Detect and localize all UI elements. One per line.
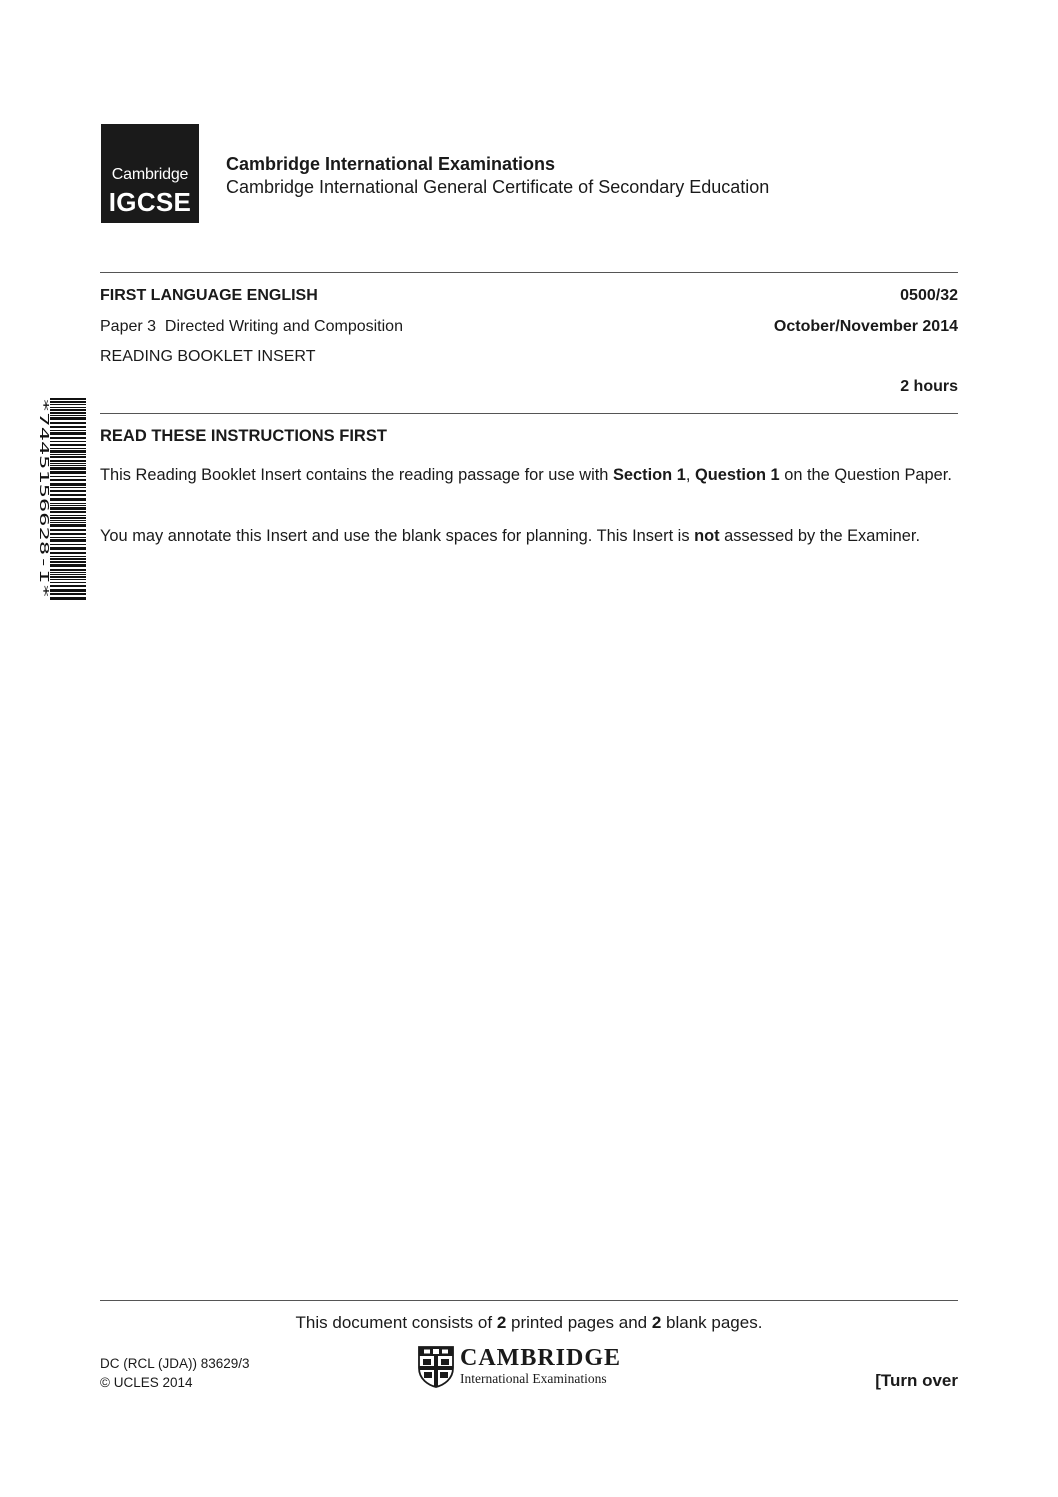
header-divider bbox=[100, 272, 958, 273]
question-ref: Question 1 bbox=[694, 466, 780, 484]
barcode bbox=[36, 398, 86, 600]
instructions-paragraph-1 bbox=[100, 465, 958, 486]
p1-end: on the Question Paper. bbox=[779, 466, 952, 484]
note-text-e: blank pages. bbox=[661, 1313, 763, 1332]
instructions-paragraph-2 bbox=[100, 526, 958, 547]
instructions-heading: READ THESE INSTRUCTIONS FIRST bbox=[100, 427, 387, 445]
cambridge-igcse-logo bbox=[101, 124, 199, 223]
document-reference: DC (RCL (JDA)) 83629/3 bbox=[100, 1356, 250, 1371]
barcode-image bbox=[36, 398, 86, 600]
instructions-divider bbox=[100, 413, 958, 414]
p1-sep: , bbox=[685, 466, 695, 484]
section-ref: Section 1 bbox=[612, 466, 686, 484]
subject-title: FIRST LANGUAGE ENGLISH bbox=[100, 287, 318, 304]
note-text-a: This document consists of bbox=[295, 1313, 497, 1332]
brand-subtitle: International Examinations bbox=[460, 1371, 607, 1386]
page-count-note bbox=[100, 1313, 958, 1333]
printed-pages-count: 2 bbox=[496, 1313, 507, 1332]
brand-wordmark: CAMBRIDGE bbox=[460, 1345, 622, 1371]
paper-code: 0500/32 bbox=[900, 287, 958, 304]
logo-line-cambridge: Cambridge bbox=[111, 166, 189, 183]
cambridge-crest-icon bbox=[418, 1346, 454, 1388]
exam-session: October/November 2014 bbox=[773, 318, 958, 335]
p2-text: You may annotate this Insert and use the blank spaces for planning. This Insert is bbox=[100, 527, 695, 545]
p2-emphasis: not bbox=[694, 527, 720, 545]
footer-divider bbox=[100, 1300, 958, 1301]
p1-text: This Reading Booklet Insert contains the reading passage for use with bbox=[100, 466, 613, 484]
cambridge-brand-logo bbox=[418, 1346, 633, 1390]
exam-duration: 2 hours bbox=[900, 378, 958, 395]
logo-line-igcse: IGCSE bbox=[108, 187, 192, 217]
note-text-c: printed pages and bbox=[506, 1313, 652, 1332]
qualification-title: Cambridge International General Certificate of Secondary Education bbox=[226, 177, 770, 197]
copyright: © UCLES 2014 bbox=[100, 1375, 193, 1390]
blank-pages-count: 2 bbox=[651, 1313, 662, 1332]
booklet-label: READING BOOKLET INSERT bbox=[100, 348, 316, 365]
turn-over-label: [Turn over bbox=[875, 1371, 958, 1390]
barcode-text: *7445156628-I* bbox=[37, 398, 51, 500]
paper-title: Paper 3 Directed Writing and Composition bbox=[100, 318, 403, 335]
p2-end: assessed by the Examiner. bbox=[719, 527, 920, 545]
org-title: Cambridge International Examinations bbox=[226, 154, 556, 174]
